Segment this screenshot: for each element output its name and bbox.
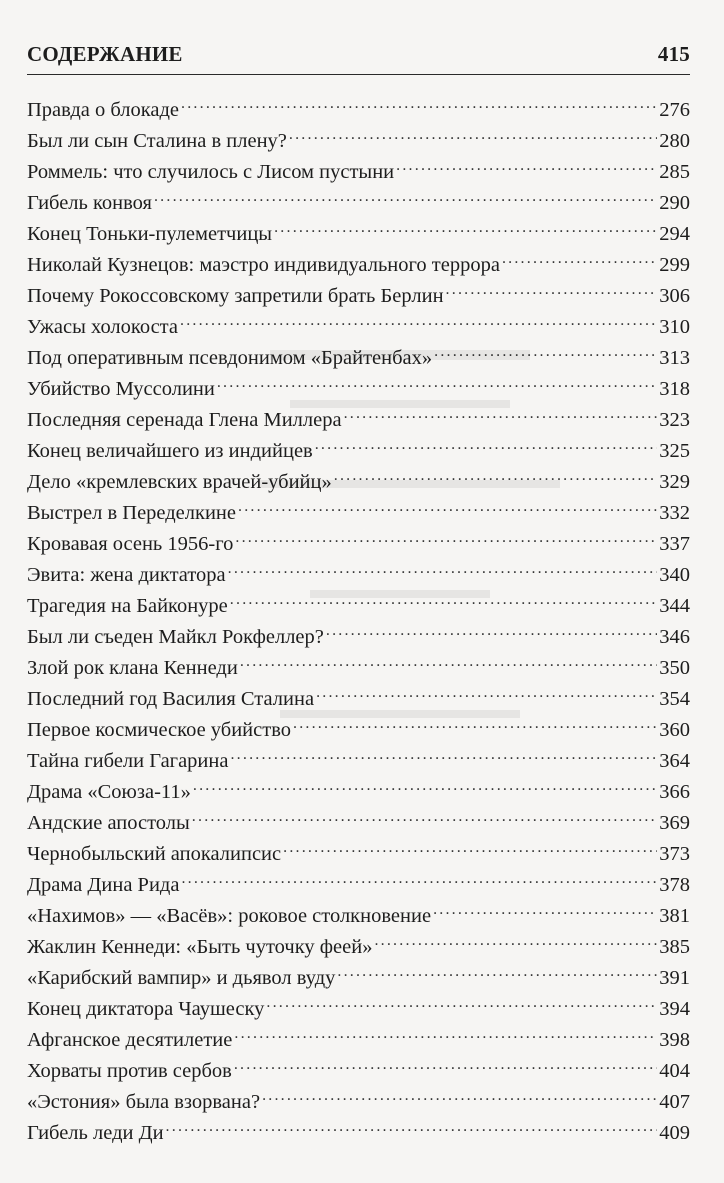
dot-leader	[217, 364, 657, 395]
toc-entry-page: 366	[659, 781, 690, 803]
toc-entry-title: Хорваты против сербов	[27, 1060, 232, 1082]
toc-entry-page: 340	[659, 564, 690, 586]
toc-entry-page: 369	[659, 812, 690, 834]
toc-entry-page: 325	[659, 440, 690, 462]
toc-entry-title: Чернобыльский апокалипсис	[27, 843, 282, 865]
toc-entry-page: 354	[659, 688, 690, 710]
dot-leader	[180, 302, 657, 333]
toc-entry-title: Роммель: что случилось с Лисом пустыни	[27, 161, 395, 183]
toc-entry-title: Гибель конвоя	[27, 192, 152, 214]
toc-entry-page: 310	[659, 316, 690, 338]
dot-leader	[502, 240, 657, 271]
dot-leader	[396, 147, 657, 178]
toc-entry-page: 346	[659, 626, 690, 648]
toc-entry-page: 360	[659, 719, 690, 741]
toc-entry-page: 299	[659, 254, 690, 276]
toc-entry-title: Тайна гибели Гагарина	[27, 750, 229, 772]
toc-entry-title: Конец диктатора Чаушеску	[27, 998, 265, 1020]
dot-leader	[344, 395, 658, 426]
dot-leader	[293, 705, 657, 736]
dot-leader	[193, 767, 657, 798]
dot-leader	[274, 209, 657, 240]
toc-entry-title: Убийство Муссолини	[27, 378, 215, 400]
dot-leader	[326, 612, 657, 643]
toc-entry-page: 323	[659, 409, 690, 431]
dot-leader	[154, 178, 657, 209]
dot-leader	[235, 519, 657, 550]
toc-entry-title: Драма Дина Рида	[27, 874, 180, 896]
toc-entry-title: Был ли съеден Майкл Рокфеллер?	[27, 626, 324, 648]
toc-entry-title: Почему Рокоссовскому запретили брать Берлин	[27, 285, 444, 307]
toc-entry-page: 329	[659, 471, 690, 493]
toc-entry-title: Николай Кузнецов: маэстро индивидуального террора	[27, 254, 500, 276]
toc-entry-page: 306	[659, 285, 690, 307]
toc-entry-page: 276	[659, 99, 690, 121]
toc-entry-title: Конец Тоньки-пулеметчицы	[27, 223, 273, 245]
toc-entry-title: Андские апостолы	[27, 812, 190, 834]
dot-leader	[283, 829, 657, 860]
toc-entry-page: 294	[659, 223, 690, 245]
toc-entry-page: 394	[659, 998, 690, 1020]
header-title: СОДЕРЖАНИЕ	[27, 42, 183, 66]
toc-entry-title: Последний год Василия Сталина	[27, 688, 315, 710]
toc-entry-page: 381	[659, 905, 690, 927]
toc-entry-page: 337	[659, 533, 690, 555]
dot-leader	[228, 550, 658, 581]
toc-entry-title: «Карибский вампир» и дьявол вуду	[27, 967, 336, 989]
dot-leader	[334, 457, 658, 488]
toc-entry-page: 373	[659, 843, 690, 865]
toc-entry-page: 350	[659, 657, 690, 679]
dot-leader	[234, 1046, 657, 1077]
dot-leader	[316, 674, 657, 705]
toc-entry-page: 378	[659, 874, 690, 896]
dot-leader	[181, 860, 657, 891]
toc-entry-page: 385	[659, 936, 690, 958]
toc-entry-page: 313	[659, 347, 690, 369]
dot-leader	[266, 984, 657, 1015]
dot-leader	[289, 116, 657, 147]
dot-leader	[262, 1077, 657, 1108]
toc-entry-title: Трагедия на Байконуре	[27, 595, 228, 617]
toc-entry-page: 332	[659, 502, 690, 524]
toc-entry-title: Эвита: жена диктатора	[27, 564, 226, 586]
dot-leader	[433, 891, 657, 922]
toc-entry-title: Первое космическое убийство	[27, 719, 291, 741]
toc-entry-title: Жаклин Кеннеди: «Быть чуточку феей»	[27, 936, 373, 958]
toc-entry-page: 391	[659, 967, 690, 989]
toc-entry-title: «Нахимов» — «Васёв»: роковое столкновение	[27, 905, 432, 927]
toc-entry-page: 398	[659, 1029, 690, 1051]
toc-entry-title: Дело «кремлевских врачей-убийц»	[27, 471, 332, 493]
dot-leader	[181, 85, 657, 116]
toc-entry-title: Правда о блокаде	[27, 99, 180, 121]
toc-entry-page: 285	[659, 161, 690, 183]
toc-entry-title: Афганское десятилетие	[27, 1029, 233, 1051]
dot-leader	[337, 953, 657, 984]
dot-leader	[240, 643, 657, 674]
toc-entry-title: «Эстония» была взорвана?	[27, 1091, 261, 1113]
toc-entry-title: Конец величайшего из индийцев	[27, 440, 313, 462]
dot-leader	[434, 333, 657, 364]
toc-entry	[27, 85, 690, 121]
toc-entry-page: 409	[659, 1122, 690, 1144]
toc-entry-title: Гибель леди Ди	[27, 1122, 164, 1144]
toc-entry-title: Под оперативным псевдонимом «Брайтенбах»	[27, 347, 433, 369]
toc-entry-title: Кровавая осень 1956-го	[27, 533, 234, 555]
dot-leader	[446, 271, 658, 302]
table-of-contents	[27, 85, 690, 1144]
header-page-number: 415	[657, 42, 690, 66]
toc-entry-page: 364	[659, 750, 690, 772]
toc-entry-title: Драма «Союза-11»	[27, 781, 191, 803]
toc-entry-page: 344	[659, 595, 690, 617]
dot-leader	[230, 736, 657, 767]
dot-leader	[238, 488, 657, 519]
dot-leader	[315, 426, 658, 457]
toc-entry-title: Злой рок клана Кеннеди	[27, 657, 238, 679]
dot-leader	[192, 798, 657, 829]
toc-entry-page: 404	[659, 1060, 690, 1082]
toc-entry-title: Ужасы холокоста	[27, 316, 178, 338]
dot-leader	[374, 922, 657, 953]
dot-leader	[230, 581, 657, 612]
toc-entry-title: Последняя серенада Глена Миллера	[27, 409, 342, 431]
running-header	[27, 42, 690, 66]
toc-entry-title: Выстрел в Переделкине	[27, 502, 237, 524]
toc-entry-page: 290	[659, 192, 690, 214]
header-rule	[27, 74, 690, 75]
toc-entry-page: 318	[659, 378, 690, 400]
toc-entry-page: 280	[659, 130, 690, 152]
dot-leader	[234, 1015, 657, 1046]
toc-entry-title: Был ли сын Сталина в плену?	[27, 130, 287, 152]
dot-leader	[166, 1108, 658, 1139]
toc-entry-page: 407	[659, 1091, 690, 1113]
